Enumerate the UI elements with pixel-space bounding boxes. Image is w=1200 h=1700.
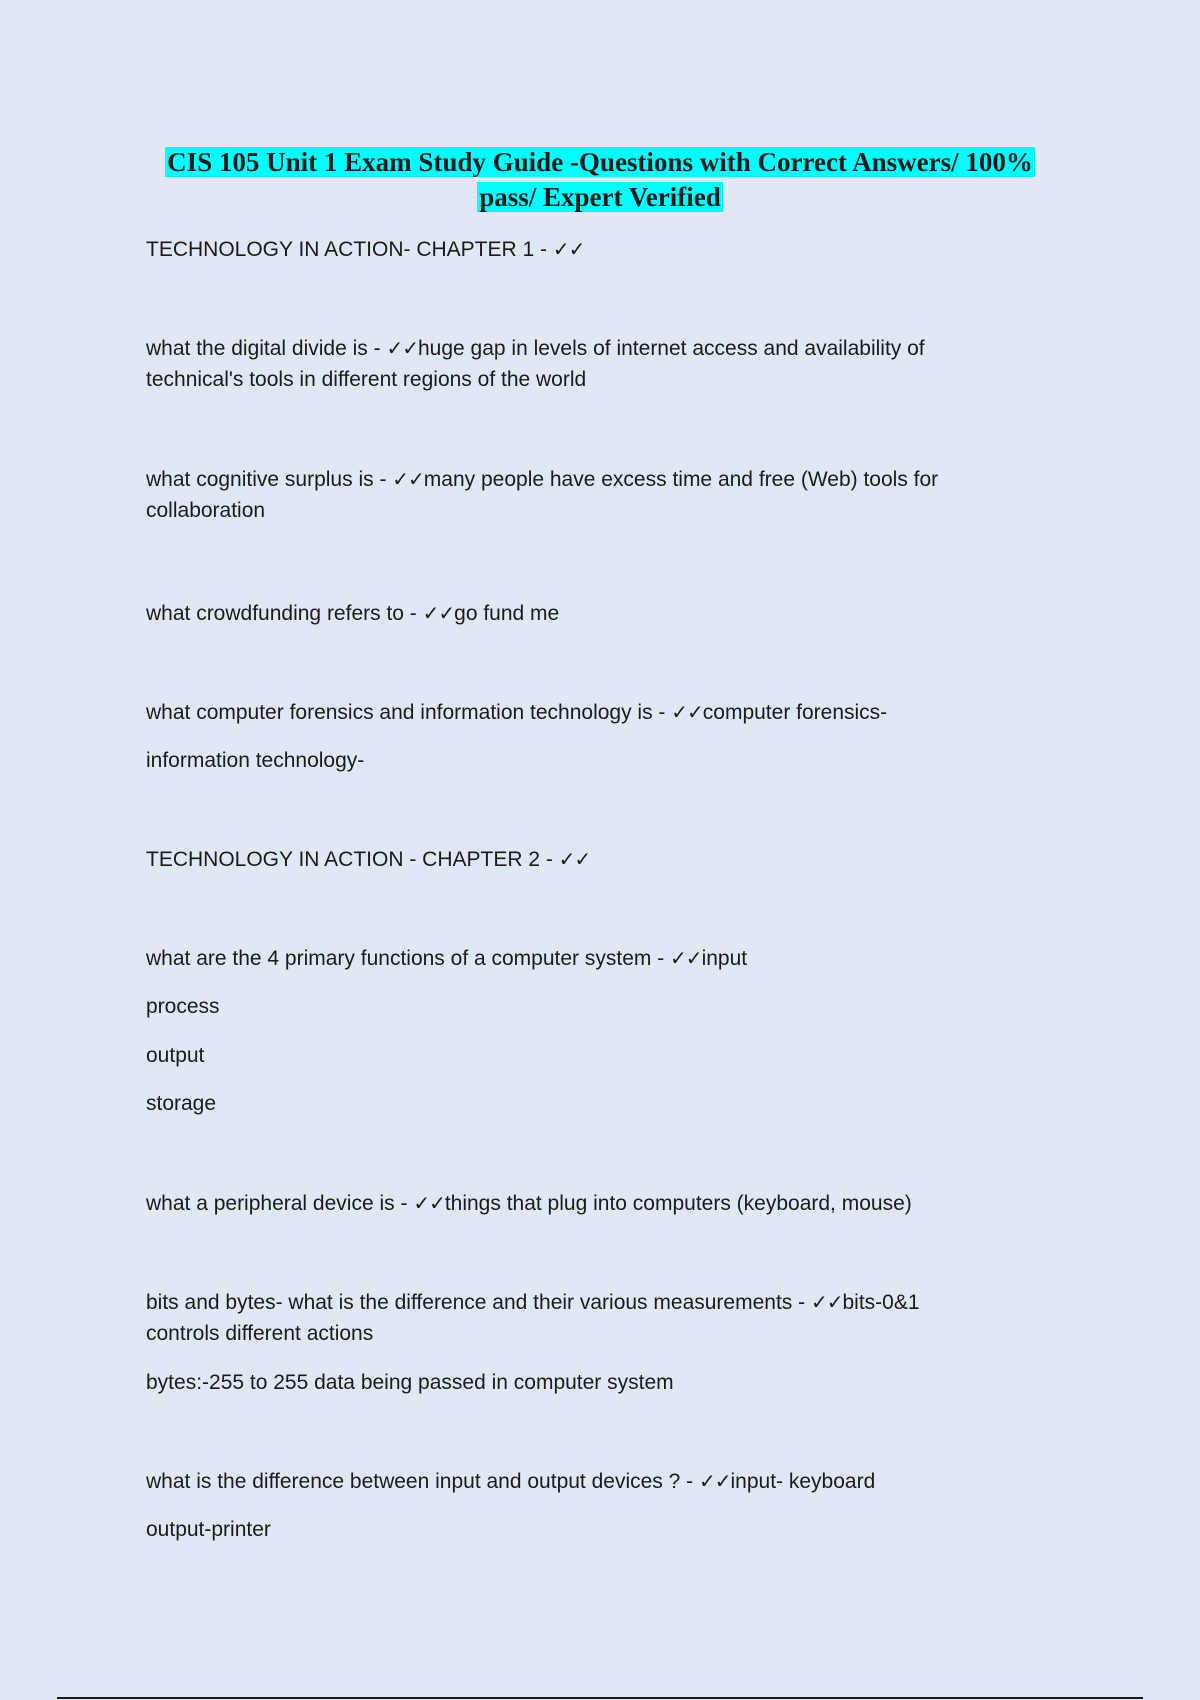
question-cognitive-surplus: [146, 463, 1046, 496]
question-text: what cognitive surplus is -: [146, 468, 393, 491]
question-computer-forensics: [146, 696, 1046, 729]
check-icon: ✓✓: [558, 847, 591, 871]
chapter-heading-text: TECHNOLOGY IN ACTION - CHAPTER 2 -: [146, 848, 559, 871]
question-text: what crowdfunding refers to -: [146, 602, 423, 625]
answer-continuation: storage: [146, 1092, 217, 1115]
question-primary-functions: [146, 942, 1046, 975]
check-icon: ✓✓: [392, 467, 424, 491]
answer-text: go fund me: [454, 602, 560, 625]
question-text: what computer forensics and information technology is -: [146, 701, 672, 724]
document-title: [140, 145, 1060, 215]
title-line-2: pass/ Expert Verified: [479, 182, 721, 212]
answer-continuation: information technology-: [146, 749, 365, 772]
chapter-2-heading: [146, 843, 1046, 876]
question-input-output-devices: [146, 1465, 1046, 1498]
question-digital-divide: [146, 332, 1046, 365]
answer-continuation: output: [146, 1044, 205, 1067]
check-icon: ✓✓: [698, 1469, 731, 1493]
check-icon: ✓✓: [670, 946, 702, 970]
answer-continuation: technical's tools in different regions of the world: [146, 368, 587, 391]
question-text: bits and bytes- what is the difference and their various measurements -: [146, 1291, 811, 1314]
answer-text: things that plug into computers (keyboard, mouse): [444, 1192, 912, 1215]
question-peripheral-device: [146, 1187, 1046, 1220]
answer-text: many people have excess time and free (Web) tools for: [423, 468, 939, 491]
check-icon: ✓✓: [552, 237, 585, 261]
question-text: what a peripheral device is -: [146, 1192, 414, 1215]
answer-text: input- keyboard: [730, 1470, 876, 1493]
chapter-1-heading: [146, 233, 1046, 266]
answer-text: huge gap in levels of internet access and availability of: [417, 337, 925, 360]
check-icon: ✓✓: [413, 1191, 445, 1215]
question-bits-and-bytes: [146, 1286, 1046, 1319]
footer-divider: [57, 1697, 1143, 1699]
answer-continuation: bytes:-255 to 255 data being passed in computer system: [146, 1371, 674, 1394]
check-icon: ✓✓: [671, 700, 703, 724]
chapter-heading-text: TECHNOLOGY IN ACTION- CHAPTER 1 -: [146, 238, 553, 261]
check-icon: ✓✓: [386, 336, 418, 360]
answer-text: input: [701, 947, 748, 970]
question-text: what the digital divide is -: [146, 337, 387, 360]
answer-text: bits-0&1: [842, 1291, 920, 1314]
answer-text: computer forensics-: [702, 701, 888, 724]
answer-continuation: process: [146, 995, 220, 1018]
question-crowdfunding: [146, 597, 1046, 630]
check-icon: ✓✓: [810, 1290, 843, 1314]
title-line-1: CIS 105 Unit 1 Exam Study Guide -Questions with Correct Answers/ 100%: [167, 147, 1033, 177]
question-text: what is the difference between input and output devices ? -: [146, 1470, 699, 1493]
answer-continuation: controls different actions: [146, 1322, 374, 1345]
answer-continuation: collaboration: [146, 499, 266, 522]
question-text: what are the 4 primary functions of a computer system -: [146, 947, 671, 970]
check-icon: ✓✓: [422, 601, 455, 625]
answer-continuation: output-printer: [146, 1518, 271, 1541]
